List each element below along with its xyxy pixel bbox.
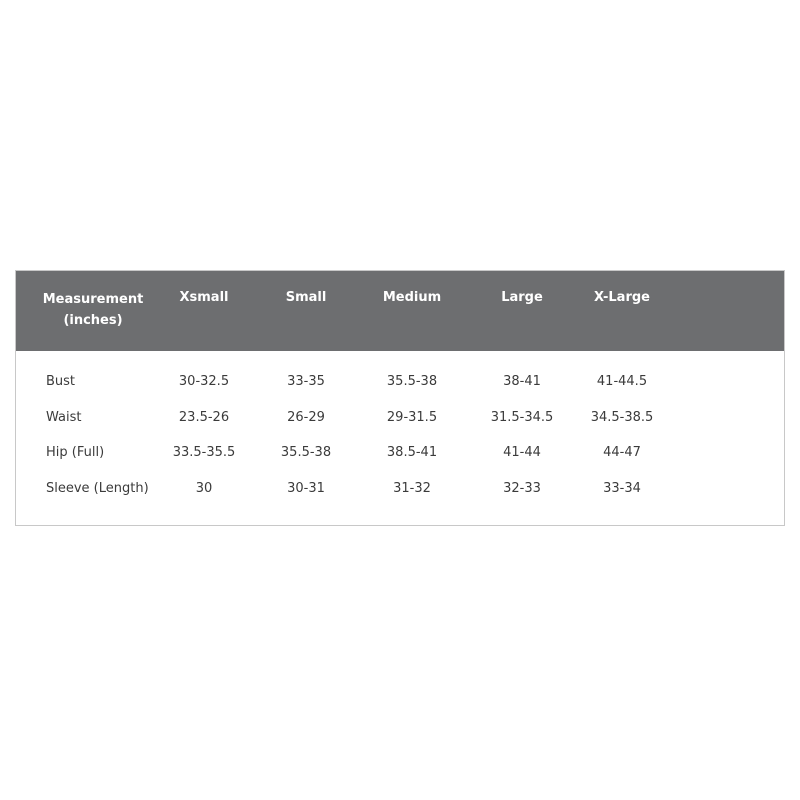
table-cell: 23.5-26 (178, 410, 230, 425)
table-cell: 31-32 (393, 481, 431, 496)
size-chart-table (15, 270, 785, 526)
table-cell: 41-44 (503, 445, 541, 460)
header-size-small: Small (285, 290, 327, 305)
table-cell: 44-47 (603, 445, 641, 460)
table-cell: 38-41 (503, 374, 541, 389)
row-label: Sleeve (Length) (46, 481, 149, 496)
table-cell: 31.5-34.5 (490, 410, 554, 425)
table-row-hip (16, 441, 784, 465)
table-cell: 30-32.5 (178, 374, 230, 389)
table-cell: 38.5-41 (386, 445, 438, 460)
header-size-x-large: X-Large (594, 290, 650, 305)
table-cell: 32-33 (503, 481, 541, 496)
table-cell: 30 (195, 481, 213, 496)
table-cell: 33-34 (603, 481, 641, 496)
table-row-waist (16, 406, 784, 430)
table-cell: 30-31 (287, 481, 325, 496)
table-row-bust (16, 370, 784, 394)
table-cell: 26-29 (287, 410, 325, 425)
table-row-sleeve (16, 477, 784, 501)
table-cell: 41-44.5 (596, 374, 648, 389)
header-measurement-label: Measurement (inches) (42, 292, 144, 328)
table-cell: 35.5-38 (386, 374, 438, 389)
table-header (16, 271, 784, 351)
header-size-xsmall: Xsmall (179, 290, 229, 305)
table-cell: 33.5-35.5 (172, 445, 236, 460)
row-label: Waist (46, 410, 82, 425)
table-cell: 33-35 (287, 374, 325, 389)
table-cell: 35.5-38 (280, 445, 332, 460)
table-cell: 29-31.5 (386, 410, 438, 425)
header-size-medium: Medium (382, 290, 442, 305)
row-label: Bust (46, 374, 76, 389)
row-label: Hip (Full) (46, 445, 105, 460)
table-cell: 34.5-38.5 (590, 410, 654, 425)
header-size-large: Large (501, 290, 543, 305)
